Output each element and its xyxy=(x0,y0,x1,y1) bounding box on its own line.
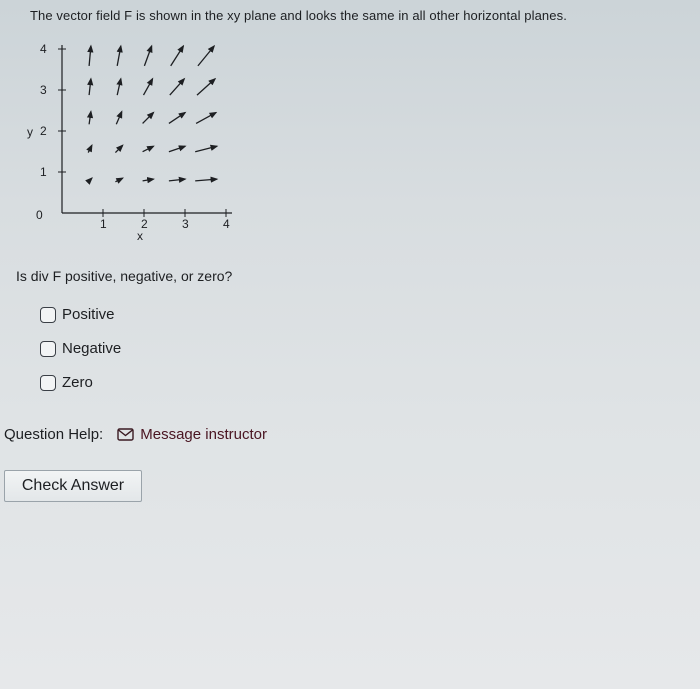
y-tick-label: 4 xyxy=(40,42,47,56)
field-vector xyxy=(170,79,184,95)
x-tick-label: 1 xyxy=(100,217,107,231)
option-positive-label: Positive xyxy=(62,306,115,323)
field-vector xyxy=(89,79,91,95)
field-vector xyxy=(116,112,121,125)
field-vector xyxy=(88,145,92,152)
y-tick-label: 2 xyxy=(40,124,47,138)
field-vector xyxy=(169,113,185,124)
field-vector xyxy=(171,46,184,66)
y-tick-label: 1 xyxy=(40,165,47,179)
question-intro: The vector field F is shown in the xy plane and looks the same in all other horizontal planes. xyxy=(30,8,567,23)
field-vector xyxy=(144,79,153,95)
field-vector xyxy=(195,146,217,151)
envelope-icon xyxy=(117,428,134,441)
zero-checkbox[interactable] xyxy=(40,375,56,391)
x-axis-label: x xyxy=(137,229,143,243)
question-prompt: Is div F positive, negative, or zero? xyxy=(16,268,233,284)
x-tick-label: 2 xyxy=(141,217,148,231)
field-vector xyxy=(143,146,154,151)
message-instructor-link[interactable] xyxy=(117,426,267,443)
field-vector xyxy=(169,179,185,181)
y-axis-label: y xyxy=(27,125,33,139)
field-vector xyxy=(143,179,154,181)
field-vector xyxy=(89,112,91,125)
option-zero[interactable] xyxy=(40,374,93,391)
field-vector xyxy=(197,79,215,95)
positive-checkbox[interactable] xyxy=(40,307,56,323)
option-negative-label: Negative xyxy=(62,340,122,357)
option-negative[interactable] xyxy=(40,340,121,357)
field-vector xyxy=(169,146,185,151)
field-vector xyxy=(117,79,121,95)
negative-checkbox[interactable] xyxy=(40,341,56,357)
vector-field-plot xyxy=(0,0,260,250)
y-tick-label: 3 xyxy=(40,83,47,97)
field-vector xyxy=(144,46,151,66)
field-vector xyxy=(117,46,121,66)
field-vector xyxy=(143,113,154,124)
x-tick-label: 4 xyxy=(223,217,230,231)
option-positive[interactable] xyxy=(40,306,115,323)
field-vector xyxy=(88,178,92,182)
check-answer-button[interactable]: Check Answer xyxy=(4,470,142,502)
field-vector xyxy=(198,46,214,66)
question-help-label: Question Help: xyxy=(4,426,104,443)
field-vector xyxy=(196,113,216,124)
origin-label: 0 xyxy=(36,208,43,222)
field-vector xyxy=(89,46,91,66)
x-tick-label: 3 xyxy=(182,217,189,231)
field-vector xyxy=(115,145,122,152)
option-zero-label: Zero xyxy=(62,374,93,391)
message-instructor-label: Message instructor xyxy=(140,426,267,443)
field-vector xyxy=(195,179,217,181)
field-vector xyxy=(115,178,122,182)
question-help xyxy=(4,426,267,443)
